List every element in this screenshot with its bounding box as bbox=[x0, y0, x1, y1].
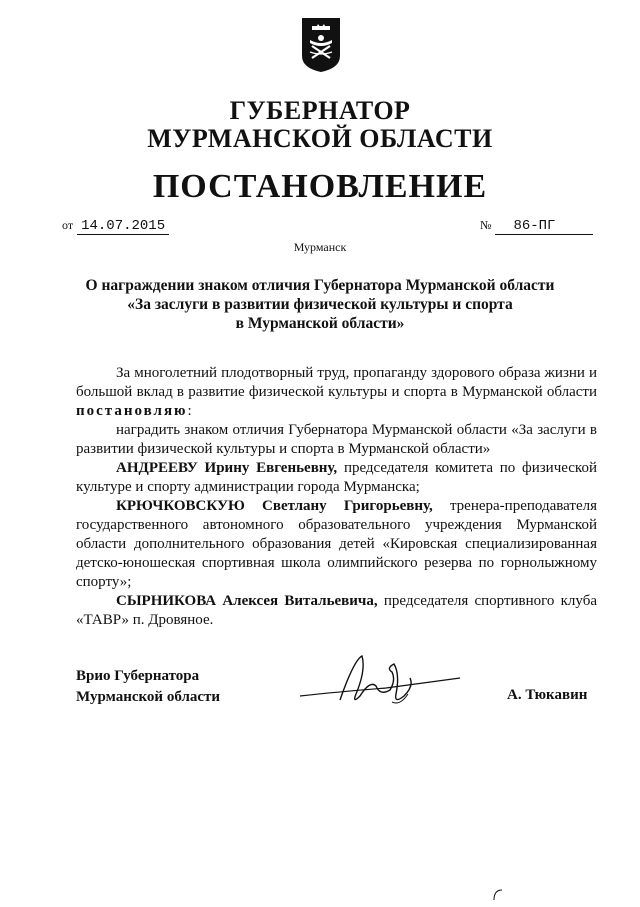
awardee-1 bbox=[76, 459, 597, 497]
awardee-2 bbox=[76, 497, 597, 592]
issuer-title-line1: ГУБЕРНАТОР bbox=[229, 96, 411, 125]
awardee-2-name: КРЮЧКОВСКУЮ Светлану Григорьевну, bbox=[116, 498, 433, 514]
date-prefix: от bbox=[62, 218, 74, 232]
decree-title-line1: О награждении знаком отличия Губернатора Мурманской области bbox=[85, 277, 555, 294]
signer-position-line2: Мурманской области bbox=[76, 689, 221, 705]
coat-of-arms-icon bbox=[300, 16, 342, 74]
award-paragraph: наградить знаком отличия Губернатора Мурманской области «За заслуги в развитии физической культуры и спорта в Мурманской области» bbox=[76, 422, 597, 457]
date-line bbox=[62, 216, 169, 235]
number-prefix: № bbox=[480, 218, 492, 232]
preamble-colon: : bbox=[187, 403, 192, 419]
awardee-3-name: СЫРНИКОВА Алексея Витальевича, bbox=[116, 593, 378, 609]
document-number: 86-ПГ bbox=[495, 218, 593, 235]
issuer-title-line2: МУРМАНСКОЙ ОБЛАСТИ bbox=[147, 124, 493, 153]
preamble-text: За многолетний плодотворный труд, пропаганду здорового образа жизни и большой вклад в развитие физической культуры и спорта в Мурманской области bbox=[76, 365, 597, 400]
signer-name: А. Тюкавин bbox=[507, 687, 588, 703]
awardee-1-desc: председателя комитета по физической культуре и спорту администрации города Мурманска; bbox=[76, 460, 597, 495]
handwritten-signature bbox=[296, 650, 466, 710]
awardee-1-name: АНДРЕЕВУ Ирину Евгеньевну, bbox=[116, 460, 338, 476]
document-type: ПОСТАНОВЛЕНИЕ bbox=[152, 168, 488, 205]
decree-body bbox=[76, 364, 597, 630]
awardee-3-desc: председателя спортивного клуба «ТАВР» п. Дровяное. bbox=[76, 593, 597, 628]
decree-title-line3: в Мурманской области» bbox=[235, 315, 405, 332]
decree-title-line2: «За заслуги в развитии физической культуры и спорта bbox=[127, 296, 513, 313]
preamble-paragraph bbox=[76, 364, 597, 421]
awardee-2-desc: тренера-преподавателя государственного автономного образовательного учреждения Мурманской области дополнительного образования детей «Кировская специализированная детско-юношеская спортивная школа олимпийского резерва по горнолыжному спорту»; bbox=[76, 498, 598, 590]
signer-position-line1: Врио Губернатора bbox=[76, 668, 200, 684]
city: Мурманск bbox=[293, 240, 347, 254]
document-date: 14.07.2015 bbox=[77, 218, 169, 235]
number-line bbox=[480, 216, 593, 235]
resolve-keyword: постановляю bbox=[76, 403, 188, 419]
signer-position bbox=[76, 666, 220, 708]
pen-mark-icon bbox=[490, 888, 504, 902]
awardee-3 bbox=[76, 592, 597, 630]
